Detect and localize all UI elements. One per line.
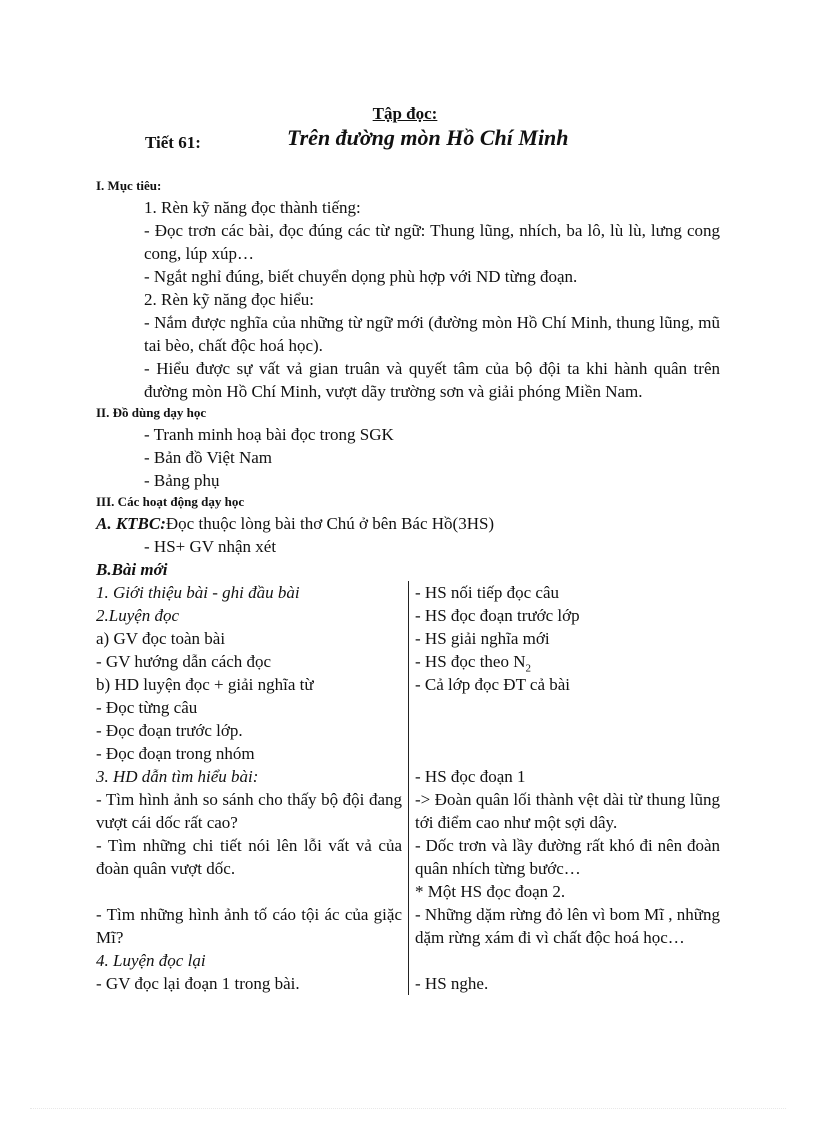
objective-2a: - Nắm được nghĩa của những từ ngữ mới (đường mòn Hồ Chí Minh, thung lũng, mũ tai bèo, chất độc hoá học). [144,313,720,355]
table-row [96,949,720,972]
student-activity-text: - HS nghe. [415,974,489,993]
teacher-activity-cell: 2.Luyện đọc [96,604,409,627]
teacher-activity-cell: 4. Luyện đọc lại [96,949,409,972]
teacher-activity-cell: 1. Giới thiệu bài - ghi đầu bài [96,581,409,604]
teacher-activity-cell: - Đọc đoạn trước lớp. [96,719,409,742]
student-activity-cell [409,972,721,995]
teacher-activity-cell [96,880,409,903]
teacher-activity-cell: - Tìm những chi tiết nói lên lỗi vất vả của đoàn quân vượt dốc. [96,834,409,880]
student-activity-cell [409,650,721,673]
student-activity-cell [409,880,721,903]
objective-1: 1. Rèn kỹ năng đọc thành tiếng: [144,198,361,217]
document-body [96,176,720,995]
student-activity-cell [409,581,721,604]
teacher-activity-cell: - Tìm hình ảnh so sánh cho thấy bộ đội đang vượt cái dốc rất cao? [96,788,409,834]
footer-divider [30,1108,786,1109]
student-activity-cell [409,742,721,765]
subscript-text: 2 [525,662,531,675]
material-item: - Tranh minh hoạ bài đọc trong SGK [144,425,394,444]
material-item: - Bản đồ Việt Nam [144,448,273,467]
objective-1b: - Ngắt nghỉ đúng, biết chuyển dọng phù hợp với ND từng đoạn. [144,267,578,286]
teacher-activity-cell: b) HD luyện đọc + giải nghĩa từ [96,673,409,696]
student-activity-text: - HS đọc đoạn trước lớp [415,606,580,625]
table-row [96,972,720,995]
student-activity-cell [409,834,721,880]
objective-2: 2. Rèn kỹ năng đọc hiểu: [144,290,314,309]
teacher-activity-cell: - Đọc từng câu [96,696,409,719]
student-activity-cell [409,696,721,719]
student-activity-cell [409,788,721,834]
lesson-title: Trên đường mòn Hồ Chí Minh [287,125,569,150]
student-activity-text: - HS đọc đoạn 1 [415,767,526,786]
objective-2b: - Hiểu được sự vất vả gian truân và quyết tâm của bộ đội ta khi hành quân trên đường mòn Hồ Chí Minh, vượt dãy trường sơn và giải phóng Miền Nam. [144,359,720,401]
student-activity-cell [409,627,721,650]
student-activity-cell [409,765,721,788]
table-row [96,719,720,742]
teacher-activity-cell: a) GV đọc toàn bài [96,627,409,650]
teacher-activity-cell: - GV hướng dẫn cách đọc [96,650,409,673]
subject-heading: Tập đọc: [372,104,438,123]
table-row [96,834,720,880]
student-activity-cell [409,949,721,972]
objectives-heading: I. Mục tiêu: [96,178,162,193]
teacher-activity-cell: - GV đọc lại đoạn 1 trong bài. [96,972,409,995]
table-row [96,604,720,627]
table-row [96,650,720,673]
student-activity-cell [409,719,721,742]
new-lesson-heading: B.Bài mới [96,560,168,579]
lesson-number: Tiết 61: [145,133,201,152]
material-item: - Bảng phụ [144,471,220,490]
ktbc-text: Đọc thuộc lòng bài thơ Chú ở bên Bác Hồ(3HS) [165,514,495,533]
table-row [96,627,720,650]
objective-1a: - Đọc trơn các bài, đọc đúng các từ ngữ: Thung lũng, nhích, ba lô, lù lù, lưng cong cong, lúp xúp… [144,221,720,263]
table-row [96,765,720,788]
student-activity-text: - Cả lớp đọc ĐT cả bài [415,675,571,694]
ktbc-label: A. KTBC: [96,514,166,533]
activities-table [96,581,720,995]
student-activity-text: - HS giải nghĩa mới [415,629,550,648]
table-row [96,742,720,765]
student-activity-cell [409,673,721,696]
activities-heading: III. Các hoạt động dạy học [96,494,245,509]
student-activity-text: * Một HS đọc đoạn 2. [415,882,566,901]
table-row [96,673,720,696]
table-row [96,581,720,604]
table-row [96,903,720,949]
student-activity-text: - Dốc trơn và lầy đường rất khó đi nên đoàn quân nhích từng bước… [415,836,720,878]
student-activity-text: - HS đọc theo N [415,652,526,671]
student-activity-text: - HS nối tiếp đọc câu [415,583,559,602]
student-activity-cell [409,604,721,627]
table-row [96,696,720,719]
teacher-activity-cell: - Đọc đoạn trong nhóm [96,742,409,765]
ktbc-line [96,512,720,535]
student-activity-text: -> Đoàn quân lối thành vệt dài từ thung lũng tới điểm cao như một sợi dây. [415,790,720,832]
student-activity-cell [409,903,721,949]
table-row [96,788,720,834]
student-activity-text: - Những dặm rừng đỏ lên vì bom Mĩ , những dặm rừng xám đi vì chất độc hoá học… [415,905,720,947]
table-row [96,880,720,903]
teacher-activity-cell: 3. HD dẫn tìm hiểu bài: [96,765,409,788]
ktbc-note: - HS+ GV nhận xét [144,537,277,556]
materials-heading: II. Đồ dùng dạy học [96,405,207,420]
teacher-activity-cell: - Tìm những hình ảnh tố cáo tội ác của giặc Mĩ? [96,903,409,949]
